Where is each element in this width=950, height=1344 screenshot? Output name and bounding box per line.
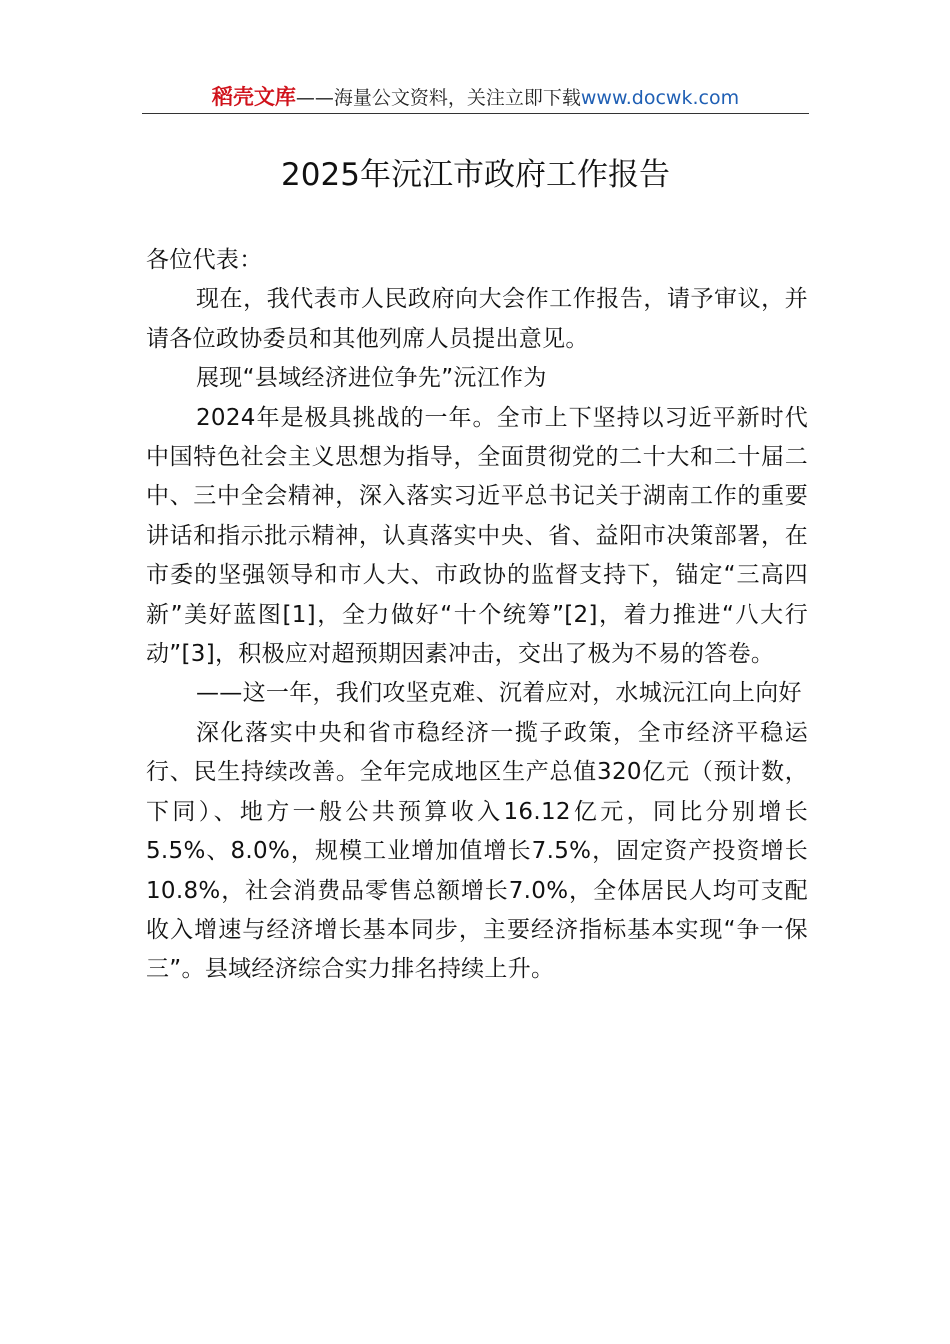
document-header: [142, 84, 809, 114]
document-title: 2025年沅江市政府工作报告: [281, 157, 670, 193]
site-link[interactable]: www.docwk.com: [580, 87, 740, 109]
paragraph: 深化落实中央和省市稳经济一揽子政策，全市经济平稳运行、民生持续改善。全年完成地区生产总值320亿元（预计数，下同）、地方一般公共预算收入16.12亿元，同比分别增长5.5%、8.0%，规模工业增加值增长7.5%，固定资产投资增长10.8%，社会消费品零售总额增长7.0%，全体居民人均可支配收入增速与经济增长基本同步，主要经济指标基本实现“争一保三”。县域经济综合实力排名持续上升。: [146, 719, 808, 983]
document-body: [146, 241, 808, 990]
salutation: 各位代表：: [146, 247, 263, 273]
brand-name: 稻壳文库: [211, 85, 296, 109]
subsection-heading: ——这一年，我们攻坚克难、沉着应对，水城沅江向上向好: [196, 680, 802, 707]
section-heading: 展现“县域经济进位争先”沅江作为: [196, 365, 547, 392]
header-divider: [142, 113, 809, 114]
paragraph: 2024年是极具挑战的一年。全市上下坚持以习近平新时代中国特色社会主义思想为指导，全面贯彻党的二十大和二十届二中、三中全会精神，深入落实习近平总书记关于湖南工作的重要讲话和指示批示精神，认真落实中央、省、益阳市决策部署，在市委的坚强领导和市人大、市政协的监督支持下，锚定“三高四新”美好蓝图[1]，全力做好“十个统筹”[2]，着力推进“八大行动”[3]，积极应对超预期因素冲击，交出了极为不易的答卷。: [146, 404, 808, 668]
paragraph: 现在，我代表市人民政府向大会作工作报告，请予审议，并请各位政协委员和其他列席人员提出意见。: [146, 286, 808, 352]
header-slogan: ——海量公文资料，关注立即下载: [295, 87, 581, 109]
